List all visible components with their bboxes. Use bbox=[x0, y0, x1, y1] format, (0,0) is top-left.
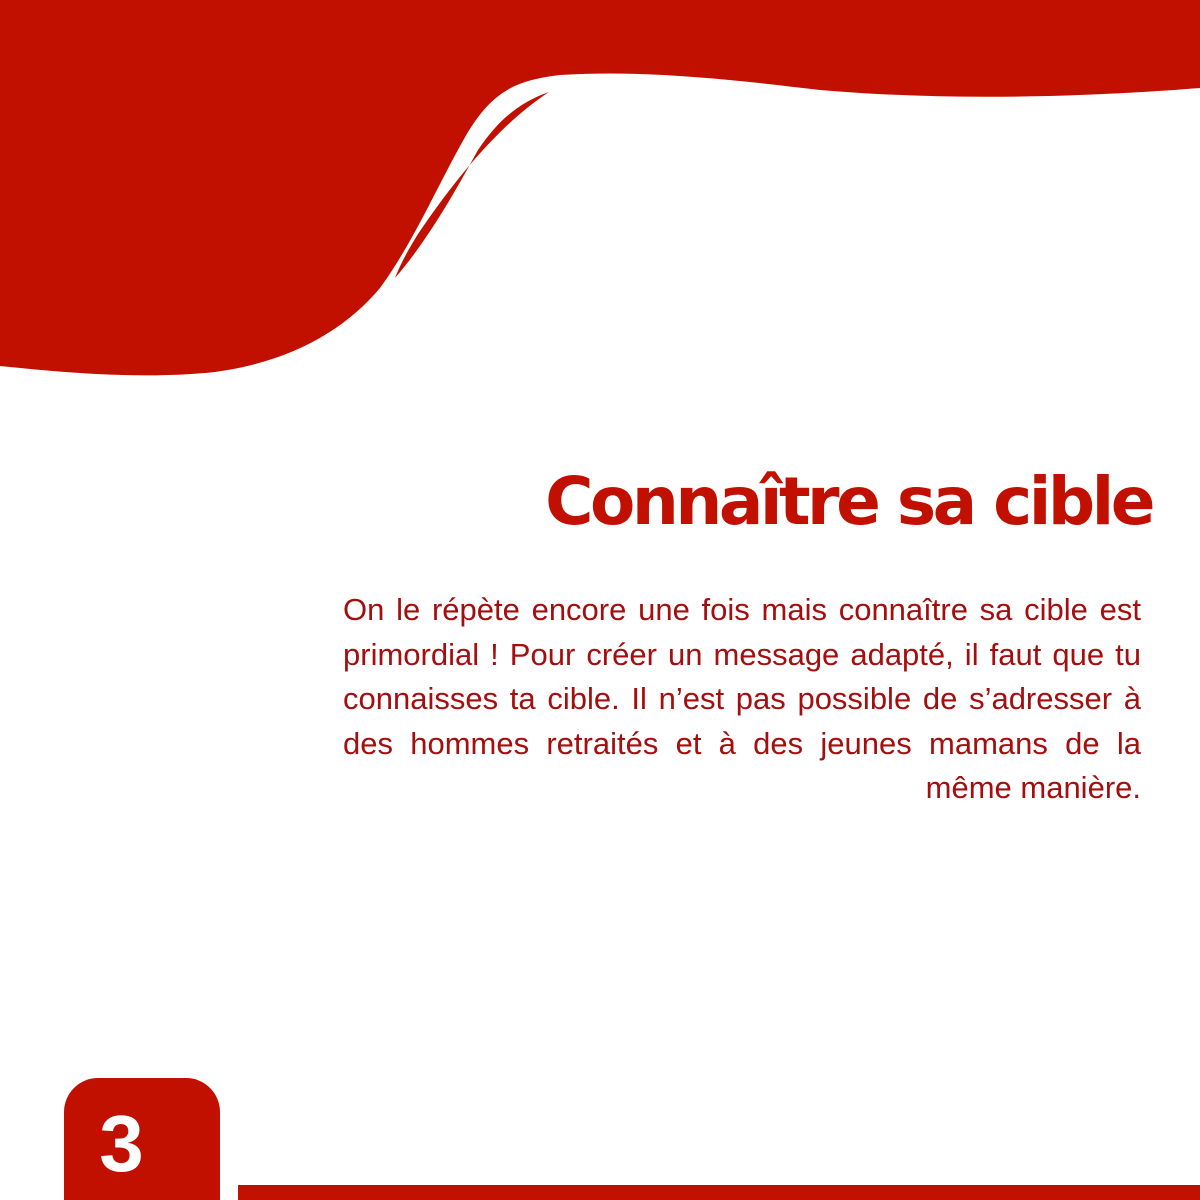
decorative-wave bbox=[0, 0, 1200, 400]
red-wave-shape bbox=[0, 0, 1200, 375]
slide-title: Connaître sa cible bbox=[545, 463, 1152, 540]
page-number: 3 bbox=[99, 1099, 144, 1188]
bottom-bar bbox=[238, 1185, 1200, 1200]
slide-body-text: On le répète encore une fois mais connaître sa cible est primordial ! Pour créer un message adapté, il faut que tu connaisses ta cible. Il n’est pas possible de s’adresser à des hommes retraités et à des jeunes mamans de la même manière. bbox=[343, 592, 1141, 805]
